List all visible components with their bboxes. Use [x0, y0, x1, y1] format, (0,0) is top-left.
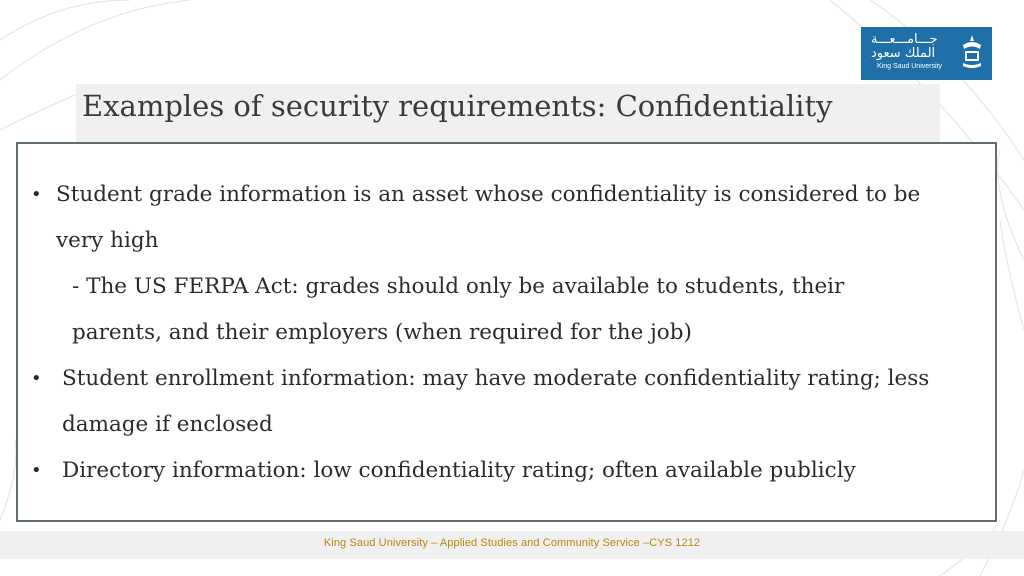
logo-arabic-line2: الملك سعود: [871, 46, 936, 61]
slide-title: Examples of security requirements: Confidentiality: [82, 89, 833, 123]
university-logo: [861, 27, 992, 80]
logo-english-name: King Saud University: [877, 63, 942, 70]
bullet-3-line-1: Directory information: low confidentiality rating; often available publicly: [62, 458, 856, 483]
bullet-1-line-2: very high: [56, 228, 159, 253]
footer-text: King Saud University – Applied Studies and Community Service –CYS 1212: [323, 537, 701, 549]
bullet-marker: •: [31, 460, 42, 481]
bullet-marker: •: [31, 368, 42, 389]
bullet-2-line-1: Student enrollment information: may have moderate confidentiality rating; less: [62, 366, 930, 391]
bullet-1-sub-line-1: - The US FERPA Act: grades should only be available to students, their: [72, 274, 845, 299]
university-emblem-icon: [959, 33, 985, 73]
bullet-1-sub-line-2: parents, and their employers (when required for the job): [72, 320, 692, 345]
logo-arabic-line1: جـــامـــعـــة: [871, 32, 938, 47]
bullet-marker: •: [31, 184, 42, 205]
bullet-2-line-2: damage if enclosed: [62, 412, 273, 437]
bullet-1-line-1: Student grade information is an asset whose confidentiality is considered to be: [56, 182, 921, 207]
